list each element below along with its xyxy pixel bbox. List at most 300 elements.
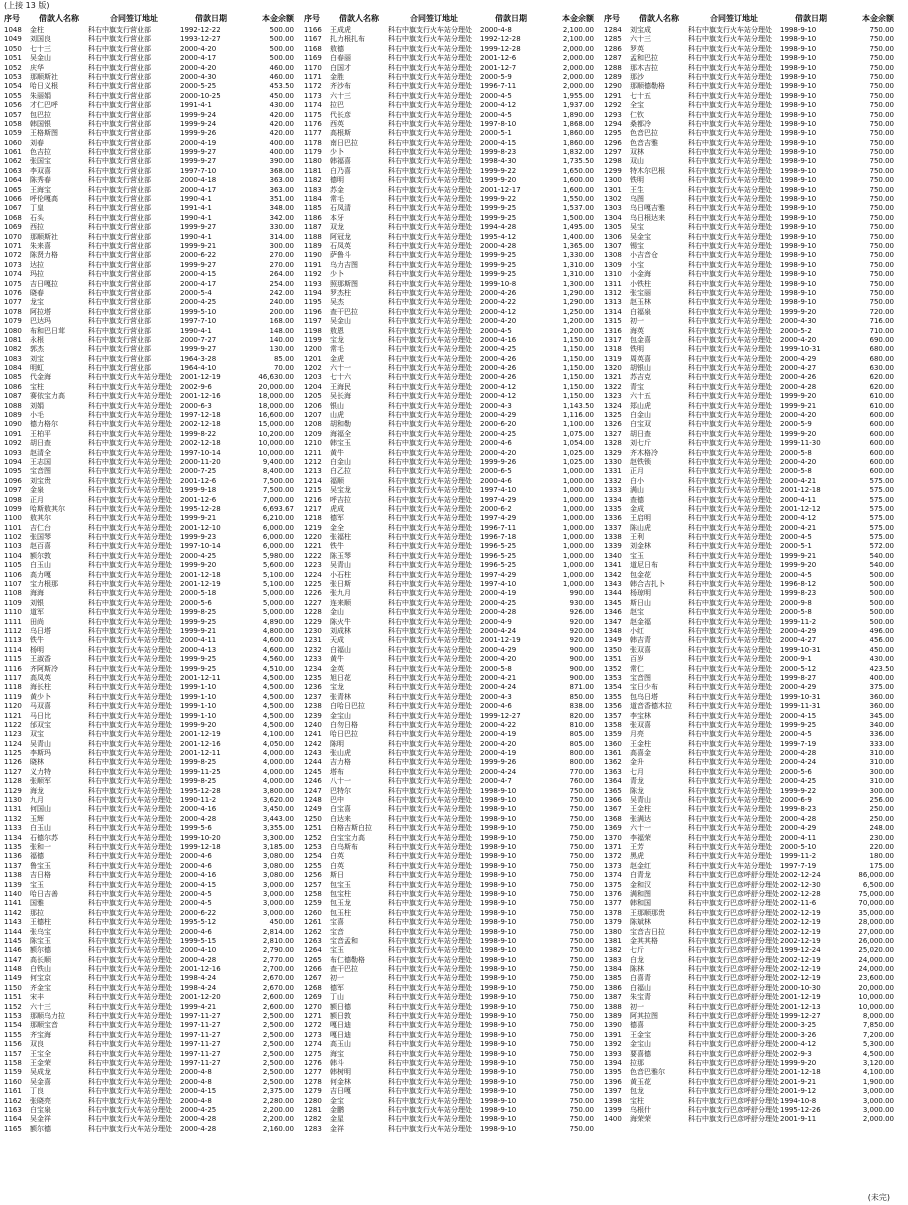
table-row [4, 618, 294, 627]
cell-amt: 28,000.00 [858, 918, 894, 927]
cell-date: 2000-4-15 [180, 1087, 217, 1096]
cell-date: 1998-9-10 [480, 1124, 517, 1133]
table-row [304, 402, 594, 411]
cell-addr: 科右中旗支行火车站分理处 [688, 241, 772, 250]
cell-name: 福顺 [330, 476, 344, 485]
cell-name: 少卜 [330, 148, 344, 157]
cell-amt: 368.00 [269, 166, 294, 175]
cell-addr: 科右中旗支行火车站分理处 [388, 814, 472, 823]
cell-amt: 2,160.00 [262, 1124, 294, 1133]
cell-addr: 科右中旗支行火车站分理处 [88, 486, 172, 495]
table-row [4, 45, 294, 54]
cell-amt: 1,860.00 [562, 138, 594, 147]
cell-seq: 1140 [4, 889, 22, 898]
cell-date: 1999-8-25 [180, 608, 217, 617]
table-row [4, 467, 294, 476]
cell-addr: 科右中旗支行火车站分理处 [388, 307, 472, 316]
cell-date: 1995-5-12 [180, 918, 217, 927]
cell-amt: 4,600.00 [262, 636, 294, 645]
cell-seq: 1234 [304, 664, 322, 673]
cell-name: 七十五 [630, 91, 651, 100]
cell-date: 2000-4-26 [480, 373, 517, 382]
cell-seq: 1383 [604, 955, 622, 964]
cell-amt: 175.00 [869, 861, 894, 870]
cell-name: 白春丽 [330, 54, 351, 63]
table-row [4, 1003, 294, 1012]
cell-addr: 科右中旗支行火车站分理处 [688, 44, 772, 53]
table-row [4, 993, 294, 1002]
cell-seq: 1284 [604, 26, 622, 34]
cell-seq: 1376 [604, 889, 622, 898]
table-row [604, 308, 894, 317]
cell-amt: 820.00 [569, 711, 594, 720]
cell-amt: 990.00 [569, 589, 594, 598]
cell-date: 2000-4-6 [180, 852, 212, 861]
cell-addr: 科右中旗支行火车站分理处 [688, 401, 772, 410]
table-row [4, 1125, 294, 1134]
cell-name: 赵铁锁 [630, 457, 651, 466]
cell-amt: 750.00 [569, 1124, 594, 1133]
cell-addr: 科右中旗支行火车站分理处 [688, 82, 772, 91]
cell-addr: 科右中旗支行火车站分理处 [388, 166, 472, 175]
cell-name: 宝音孟和 [330, 936, 358, 945]
cell-addr: 科右中旗支行营业部 [88, 213, 151, 222]
cell-date: 1998-9-10 [780, 166, 817, 175]
table-row [4, 195, 294, 204]
cell-amt: 750.00 [569, 1096, 594, 1105]
cell-date: 1964-3-28 [180, 354, 217, 363]
table-row [304, 965, 594, 974]
cell-date: 1998-9-10 [480, 852, 517, 861]
table-row [604, 777, 894, 786]
cell-seq: 1378 [604, 908, 622, 917]
cell-addr: 科右中旗支行火车站分理处 [88, 523, 172, 532]
cell-addr: 科右中旗支行火车站分理处 [688, 627, 772, 635]
table-row [604, 533, 894, 542]
cell-addr: 科右中旗支行火车站分理处 [688, 35, 772, 44]
table-row [304, 477, 594, 486]
cell-addr: 科右中旗支行火车站分理处 [388, 1058, 472, 1067]
cell-amt: 2,100.00 [562, 26, 594, 34]
table-row [4, 139, 294, 148]
cell-seq: 1230 [304, 627, 322, 635]
cell-name: 乌力吉图 [330, 260, 358, 269]
cell-addr: 科右中旗支行火车站分理处 [688, 767, 772, 776]
table-row [604, 993, 894, 1002]
cell-date: 2000-4-28 [180, 814, 217, 823]
cell-amt: 20,000.00 [258, 382, 294, 391]
cell-date: 2000-4-5 [180, 889, 212, 898]
table-row [4, 129, 294, 138]
cell-date: 1990-4-1 [180, 213, 212, 222]
cell-seq: 1092 [4, 439, 22, 448]
cell-name: 金宝山 [630, 1040, 651, 1049]
cell-seq: 1227 [304, 598, 322, 607]
cell-date: 1998-9-10 [480, 1021, 517, 1030]
cell-name: 陈斌林 [630, 918, 651, 927]
cell-name: 常仁 [630, 664, 644, 673]
cell-addr: 科右中旗支行火车站分理处 [88, 1012, 172, 1021]
cell-name: 七月 [630, 767, 644, 776]
cell-addr: 科右中旗支行火车站分理处 [688, 195, 772, 204]
cell-addr: 科右中旗支行火车站分理处 [688, 749, 772, 758]
cell-name: 韩和国 [630, 899, 651, 908]
cell-amt: 750.00 [569, 974, 594, 983]
cell-name: 初一 [630, 317, 644, 326]
cell-seq: 1388 [604, 1002, 622, 1011]
cell-date: 2000-5-25 [180, 82, 217, 91]
table-row [4, 449, 294, 458]
cell-date: 2000-7-27 [180, 335, 217, 344]
cell-date: 2000-4-30 [180, 72, 217, 81]
cell-amt: 310.00 [869, 758, 894, 767]
cell-seq: 1134 [4, 833, 22, 842]
cell-amt: 6,693.67 [262, 504, 294, 513]
cell-date: 1999-9-20 [480, 176, 517, 185]
cell-amt: 1,365.00 [562, 241, 594, 250]
cell-amt: 5,300.00 [862, 1040, 894, 1049]
cell-addr: 科右中旗支行火车站分理处 [688, 730, 772, 739]
cell-seq: 1095 [4, 467, 22, 476]
table-row [304, 449, 594, 458]
table-row [604, 693, 894, 702]
cell-amt: 4,510.00 [262, 664, 294, 673]
cell-name: 陈贤力格 [30, 251, 58, 260]
cell-seq: 1254 [304, 852, 322, 861]
table-row [304, 1078, 594, 1087]
header-date: 借款日期 [795, 14, 827, 23]
cell-amt: 2,000.00 [862, 1115, 894, 1124]
table-row [304, 186, 594, 195]
table-row [604, 477, 894, 486]
cell-date: 1998-9-10 [480, 899, 517, 908]
table-row [4, 599, 294, 608]
cell-date: 2000-4-13 [180, 645, 217, 654]
cell-addr: 科右中旗支行营业部 [88, 364, 151, 373]
cell-name: 那顺斯社 [30, 232, 58, 241]
cell-seq: 1098 [4, 495, 22, 504]
cell-date: 2000-5-6 [780, 767, 812, 776]
table-row [304, 1097, 594, 1106]
header-name: 借款人名称 [339, 14, 379, 23]
cell-name: 杨明 [30, 645, 44, 654]
cell-addr: 科右中旗支行火车站分理处 [88, 504, 172, 513]
cell-seq: 1333 [604, 486, 622, 495]
cell-amt: 460.00 [269, 63, 294, 72]
table-row [304, 693, 594, 702]
cell-seq: 1287 [604, 54, 622, 63]
cell-addr: 科右中旗支行火车站分理处 [88, 805, 172, 814]
cell-date: 1999-9-27 [180, 157, 217, 166]
cell-date: 2000-4-11 [180, 636, 217, 645]
cell-name: 正月 [630, 467, 644, 476]
to-be-continued-note: (未完) [867, 1193, 890, 1202]
cell-name: 王海宝 [30, 185, 51, 194]
cell-addr: 科右中旗支行火车站分理处 [388, 420, 472, 429]
cell-amt: 1,650.00 [562, 166, 594, 175]
cell-amt: 750.00 [869, 298, 894, 307]
cell-name: 白玉山 [30, 561, 51, 570]
cell-name: 白金山 [330, 457, 351, 466]
table-row [4, 749, 294, 758]
cell-amt: 750.00 [569, 805, 594, 814]
cell-addr: 科右中旗支行火车站分理处 [688, 157, 772, 166]
cell-date: 1996-8-12 [780, 580, 817, 589]
cell-name: 要喜德 [630, 1049, 651, 1058]
cell-date: 2000-6-5 [480, 467, 512, 476]
cell-name: 白格吉斯白拉 [330, 824, 372, 833]
table-row [4, 852, 294, 861]
cell-name: 德军 [330, 514, 344, 523]
cell-seq: 1099 [4, 504, 22, 513]
table-row [604, 834, 894, 843]
cell-date: 1998-9-10 [780, 35, 817, 44]
cell-amt: 5,000.00 [262, 598, 294, 607]
cell-name: 陈明 [330, 739, 344, 748]
cell-addr: 科右中旗支行火车站分理处 [88, 927, 172, 936]
cell-name: 达拉 [30, 260, 44, 269]
cell-amt: 3,185.00 [262, 842, 294, 851]
cell-addr: 科右中旗支行火车站分理处 [388, 1087, 472, 1096]
cell-name: 刘宝贵 [30, 476, 51, 485]
table-row [4, 721, 294, 730]
cell-seq: 1205 [304, 392, 322, 401]
cell-name: 七斤 [630, 946, 644, 955]
cell-name: 王德柱 [30, 918, 51, 927]
cell-addr: 科右中旗支行营业部 [88, 44, 151, 53]
cell-amt: 3,450.00 [262, 805, 294, 814]
cell-addr: 科右中旗支行火车站分理处 [688, 645, 772, 654]
cell-name: 月亮 [630, 730, 644, 739]
table-row [304, 157, 594, 166]
cell-addr: 科右中旗支行火车站分理处 [688, 129, 772, 138]
cell-amt: 270.00 [269, 251, 294, 260]
cell-date: 2001-12-12 [780, 504, 821, 513]
cell-date: 2000-4-9 [480, 617, 512, 626]
cell-seq: 1312 [604, 288, 622, 297]
cell-name: 韩树明 [330, 1068, 351, 1077]
cell-date: 2000-4-7 [480, 777, 512, 786]
cell-amt: 7,200.00 [862, 1030, 894, 1039]
cell-seq: 1125 [4, 749, 22, 758]
cell-name: 金成 [630, 504, 644, 513]
cell-date: 1999-9-26 [480, 758, 517, 767]
cell-seq: 1321 [604, 373, 622, 382]
cell-addr: 科右中旗支行火车站分理处 [388, 345, 472, 354]
table-row [604, 261, 894, 270]
cell-addr: 科右中旗支行火车站分理处 [688, 373, 772, 382]
cell-name: 巴达玛 [30, 317, 51, 326]
cell-amt: 264.00 [269, 270, 294, 279]
cell-seq: 1260 [304, 908, 322, 917]
cell-addr: 科右中旗支行火车站分理处 [388, 476, 472, 485]
table-row [304, 101, 594, 110]
cell-addr: 科右中旗支行火车站分理处 [688, 486, 772, 495]
cell-amt: 500.00 [269, 35, 294, 44]
table-row [304, 909, 594, 918]
cell-name: 额日德 [330, 1002, 351, 1011]
cell-date: 2000-4-24 [480, 683, 517, 692]
cell-date: 2000-6-22 [180, 251, 217, 260]
cell-seq: 1334 [604, 495, 622, 504]
cell-addr: 科右中旗支行火车站分理处 [688, 354, 772, 363]
cell-addr: 科右中旗支行火车站分理处 [88, 1030, 172, 1039]
cell-addr: 科右中旗支行火车站分理处 [88, 720, 172, 729]
cell-seq: 1397 [604, 1087, 622, 1096]
cell-date: 1998-4-30 [480, 157, 517, 166]
cell-seq: 1177 [304, 129, 322, 138]
cell-seq: 1313 [604, 298, 622, 307]
table-row [604, 956, 894, 965]
cell-addr: 科右中旗支行火车站分理处 [388, 645, 472, 654]
cell-date: 2000-4-15 [180, 270, 217, 279]
cell-name: 吴长海 [330, 392, 351, 401]
cell-date: 2000-4-19 [480, 730, 517, 739]
cell-seq: 1315 [604, 317, 622, 326]
cell-amt: 7,500.00 [262, 476, 294, 485]
cell-addr: 科右中旗支行火车站分理处 [688, 270, 772, 279]
cell-name: 王宝全 [30, 1049, 51, 1058]
cell-date: 2000-5-12 [780, 664, 817, 673]
cell-name: 拉那 [630, 1058, 644, 1067]
cell-date: 1997-11-27 [180, 1012, 221, 1021]
cell-name: 小石柱 [330, 570, 351, 579]
cell-amt: 4,000.00 [262, 777, 294, 786]
cell-amt: 850.00 [569, 692, 594, 701]
cell-date: 1997-8-10 [480, 119, 517, 128]
cell-addr: 科右中旗支行巴彦呼舒分理处 [688, 1049, 779, 1058]
cell-addr: 科右中旗支行营业部 [88, 241, 151, 250]
cell-seq: 1161 [4, 1087, 22, 1096]
table-row [304, 1087, 594, 1096]
table-header [4, 12, 294, 26]
cell-name: 黄少卜 [30, 692, 51, 701]
cell-name: 白宝双 [630, 420, 651, 429]
cell-amt: 750.00 [869, 223, 894, 232]
cell-name: 西拉 [30, 223, 44, 232]
table-row [304, 514, 594, 523]
cell-addr: 科右中旗支行火车站分理处 [88, 439, 172, 448]
table-row [604, 402, 894, 411]
cell-name: 何金林 [330, 1077, 351, 1086]
table-row [4, 35, 294, 44]
cell-amt: 1,000.00 [562, 476, 594, 485]
cell-seq: 1347 [604, 617, 622, 626]
cell-seq: 1338 [604, 533, 622, 542]
cell-name: 宝玉 [30, 880, 44, 889]
cell-name: 六十一 [330, 364, 351, 373]
cell-amt: 1,330.00 [562, 251, 594, 260]
cell-name: 张乌宝 [30, 927, 51, 936]
table-row [604, 204, 894, 213]
cell-amt: 1,150.00 [562, 392, 594, 401]
table-row [304, 1012, 594, 1021]
cell-amt: 750.00 [869, 72, 894, 81]
cell-name: 九月 [30, 796, 44, 805]
table-row [604, 167, 894, 176]
cell-amt: 575.00 [869, 533, 894, 542]
cell-amt: 750.00 [569, 918, 594, 927]
cell-date: 2000-4-22 [480, 298, 517, 307]
cell-name: 海海 [30, 589, 44, 598]
cell-date: 2000-4-28 [780, 749, 817, 758]
cell-seq: 1283 [304, 1124, 322, 1133]
cell-date: 1996-7-11 [480, 82, 517, 91]
cell-amt: 420.00 [269, 110, 294, 119]
table-row [4, 82, 294, 91]
cell-seq: 1082 [4, 345, 22, 354]
table-row [4, 881, 294, 890]
cell-seq: 1351 [604, 655, 622, 664]
cell-addr: 科右中旗支行火车站分理处 [88, 561, 172, 570]
cell-amt: 4,500.00 [262, 702, 294, 711]
cell-amt: 750.00 [569, 880, 594, 889]
cell-amt: 2,200.00 [262, 1105, 294, 1114]
cell-name: 旭日花 [330, 673, 351, 682]
table-row [304, 120, 594, 129]
cell-amt: 572.00 [869, 542, 894, 551]
table-row [604, 768, 894, 777]
cell-date: 1992-12-28 [480, 35, 521, 44]
cell-amt: 3,355.00 [262, 824, 294, 833]
cell-date: 2000-4-28 [780, 814, 817, 823]
cell-seq: 1167 [304, 35, 322, 44]
cell-date: 2000-4-11 [780, 833, 817, 842]
cell-name: 金宝山 [330, 711, 351, 720]
cell-seq: 1157 [4, 1049, 22, 1058]
cell-addr: 科右中旗支行营业部 [88, 317, 151, 326]
cell-date: 2000-4-25 [180, 1105, 217, 1114]
cell-date: 1998-9-10 [480, 833, 517, 842]
cell-date: 1998-9-10 [780, 223, 817, 232]
cell-date: 2000-4-15 [180, 880, 217, 889]
cell-amt: 750.00 [569, 1077, 594, 1086]
cell-name: 张双喜 [630, 720, 651, 729]
cell-addr: 科右中旗支行营业部 [88, 119, 151, 128]
cell-amt: 750.00 [869, 157, 894, 166]
cell-addr: 科右中旗支行营业部 [88, 223, 151, 232]
cell-addr: 科右中旗支行火车站分理处 [88, 589, 172, 598]
cell-date: 1998-9-10 [480, 1077, 517, 1086]
cell-date: 1998-9-10 [780, 288, 817, 297]
cell-amt: 2,790.00 [262, 946, 294, 955]
cell-amt: 4,000.00 [262, 758, 294, 767]
cell-date: 2000-4-12 [480, 392, 517, 401]
cell-amt: 16,600.00 [258, 411, 294, 420]
cell-date: 1996-5-25 [480, 551, 517, 560]
cell-amt: 4,500.00 [862, 1049, 894, 1058]
table-row [604, 899, 894, 908]
cell-date: 2000-5-4 [180, 288, 212, 297]
cell-addr: 科右中旗支行火车站分理处 [388, 598, 472, 607]
cell-seq: 1300 [604, 176, 622, 185]
cell-seq: 1345 [604, 598, 622, 607]
cell-name: 包玉柱 [330, 908, 351, 917]
cell-seq: 1262 [304, 927, 322, 936]
cell-amt: 500.00 [869, 570, 894, 579]
cell-addr: 科右中旗支行火车站分理处 [688, 655, 772, 664]
cell-date: 1998-9-10 [480, 889, 517, 898]
table-row [4, 899, 294, 908]
table-row [4, 1021, 294, 1030]
cell-seq: 1322 [604, 382, 622, 391]
cell-date: 1999-9-21 [180, 514, 217, 523]
cell-name: 李宝林 [630, 711, 651, 720]
table-row [604, 64, 894, 73]
cell-name: 白福山 [630, 983, 651, 992]
cell-name: 色吉拉 [30, 148, 51, 157]
cell-name: 海长柱 [30, 683, 51, 692]
